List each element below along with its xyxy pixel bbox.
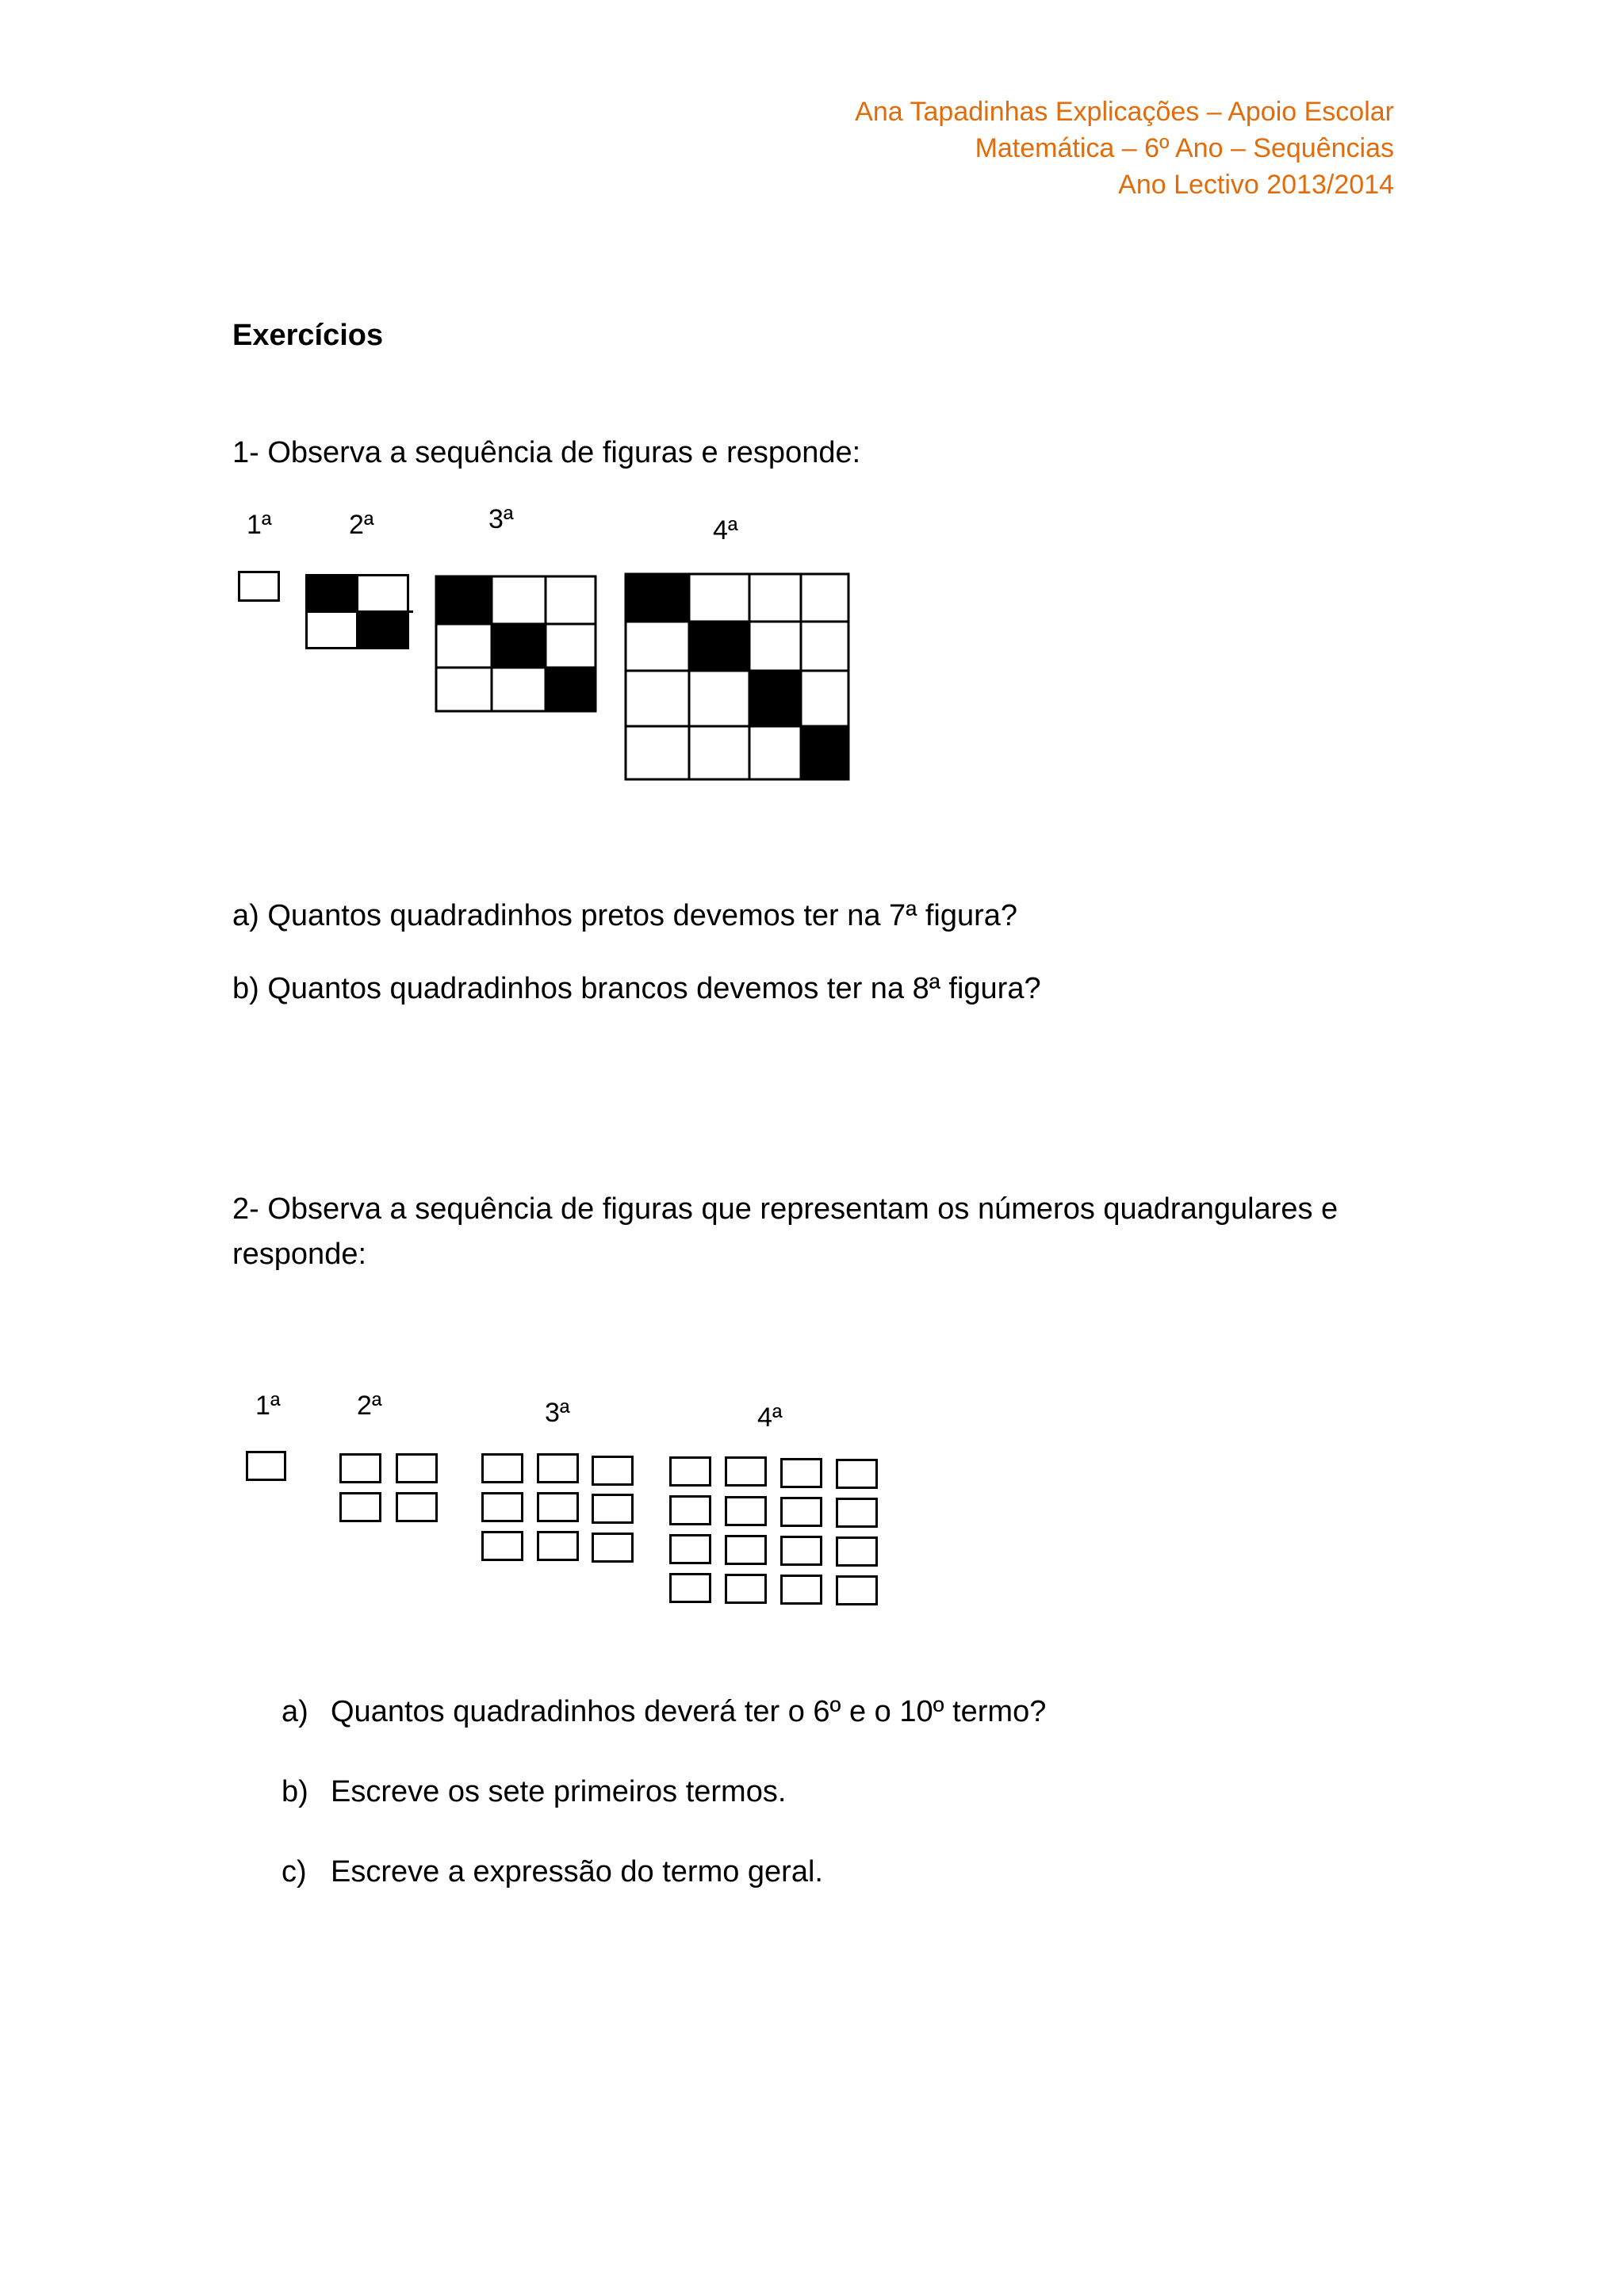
white-square	[749, 574, 801, 622]
white-square	[239, 572, 279, 601]
square	[782, 1460, 822, 1487]
square	[837, 1499, 877, 1527]
square	[782, 1498, 822, 1526]
white-square	[749, 726, 801, 779]
white-square	[626, 671, 689, 726]
square	[726, 1575, 766, 1603]
white-square	[546, 576, 596, 624]
white-square	[626, 726, 689, 779]
square	[397, 1455, 437, 1483]
q1-figure-2	[305, 574, 413, 653]
q1-figure-label-4: 4ª	[713, 515, 738, 545]
q2-figure-3	[481, 1453, 635, 1566]
header-line-subject: Matemática – 6º Ano – Sequências	[975, 133, 1394, 163]
square	[483, 1455, 523, 1483]
q1-figure-label-2: 2ª	[349, 510, 374, 540]
question-2-prompt-line-2: responde:	[232, 1238, 367, 1271]
question-1a: a) Quantos quadradinhos pretos devemos ter na 7ª figura?	[232, 899, 1018, 932]
q1-figure-label-1: 1ª	[247, 510, 272, 540]
black-square	[749, 671, 801, 726]
black-square	[436, 576, 492, 624]
black-square	[492, 624, 546, 668]
header-line-author: Ana Tapadinhas Explicações – Apoio Escolar	[855, 97, 1394, 127]
square	[593, 1495, 633, 1523]
q1-figure-1	[238, 571, 281, 603]
white-square	[689, 671, 749, 726]
q1-figure-label-3: 3ª	[488, 504, 514, 534]
question-2c	[282, 1850, 1154, 1895]
document-header	[855, 94, 1394, 203]
q1-figure-4	[624, 572, 851, 782]
q2-figure-label-1: 1ª	[255, 1391, 281, 1421]
square	[593, 1457, 633, 1485]
square	[483, 1533, 523, 1560]
square	[782, 1537, 822, 1565]
square	[593, 1534, 633, 1562]
question-2c-text: Escreve a expressão do termo geral.	[331, 1855, 823, 1888]
list-marker: c)	[282, 1855, 307, 1888]
list-marker: b)	[282, 1775, 308, 1808]
white-square	[626, 622, 689, 671]
black-square	[307, 576, 358, 612]
white-square	[801, 671, 848, 726]
question-2b-text: Escreve os sete primeiros termos.	[331, 1775, 787, 1808]
white-square	[801, 622, 848, 671]
white-square	[436, 668, 492, 711]
section-title: Exercícios	[232, 319, 384, 352]
square	[726, 1498, 766, 1525]
white-square	[689, 726, 749, 779]
white-square	[436, 624, 492, 668]
question-1b: b) Quantos quadradinhos brancos devemos ter na 8ª figura?	[232, 972, 1041, 1005]
square	[341, 1455, 381, 1483]
square	[538, 1455, 578, 1483]
question-2b	[282, 1770, 1154, 1815]
white-square	[689, 574, 749, 622]
q2-figure-label-2: 2ª	[357, 1391, 382, 1421]
white-square	[307, 612, 358, 649]
q1-figure-3	[435, 575, 598, 714]
question-2a	[282, 1689, 1154, 1735]
black-square	[801, 726, 848, 779]
square	[671, 1458, 710, 1486]
black-square	[546, 668, 596, 711]
white-square	[801, 574, 848, 622]
question-1-prompt: 1- Observa a sequência de figuras e responde:	[232, 436, 861, 469]
square	[726, 1536, 766, 1564]
white-square	[546, 624, 596, 668]
square	[726, 1458, 766, 1486]
q2-figure-label-3: 3ª	[545, 1398, 570, 1428]
q2-figure-1	[246, 1451, 287, 1483]
square	[782, 1576, 822, 1604]
list-marker: a)	[282, 1695, 308, 1728]
question-2a-text: Quantos quadradinhos deverá ter o 6º e o 10º termo?	[331, 1695, 1047, 1728]
black-square	[689, 622, 749, 671]
square	[341, 1494, 381, 1521]
white-square	[492, 576, 546, 624]
square	[247, 1452, 285, 1480]
square	[538, 1533, 578, 1560]
white-square	[492, 668, 546, 711]
square	[483, 1494, 523, 1521]
square	[671, 1536, 710, 1563]
header-line-year: Ano Lectivo 2013/2014	[1118, 170, 1394, 200]
square	[671, 1575, 710, 1602]
white-square	[749, 622, 801, 671]
square	[837, 1538, 877, 1566]
square	[837, 1577, 877, 1605]
q2-figure-label-4: 4ª	[757, 1402, 783, 1433]
question-2-prompt-line-1: 2- Observa a sequência de figuras que representam os números quadrangulares e	[232, 1192, 1339, 1226]
square	[538, 1494, 578, 1521]
white-square	[358, 576, 408, 612]
black-square	[358, 612, 408, 649]
square	[837, 1460, 877, 1488]
black-square	[626, 574, 689, 622]
q2-figure-4	[669, 1456, 880, 1610]
square	[671, 1497, 710, 1525]
square	[397, 1494, 437, 1521]
q2-figure-2	[339, 1453, 439, 1525]
